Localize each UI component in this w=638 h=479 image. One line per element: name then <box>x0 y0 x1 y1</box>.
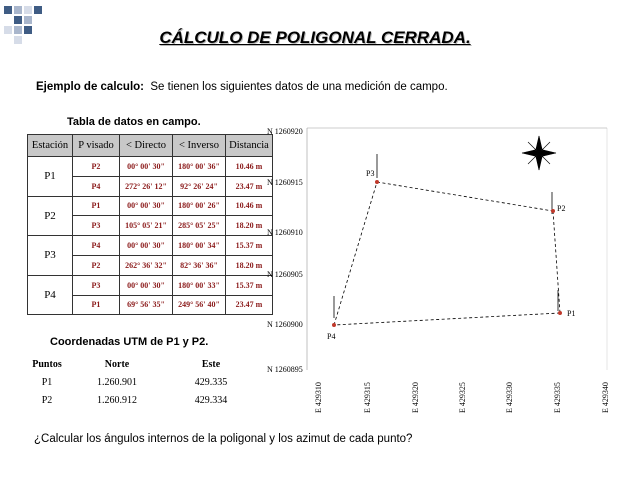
field-data-table <box>27 134 273 315</box>
data-table-caption: Tabla de datos en campo. <box>67 116 201 128</box>
table-cell: 1.260.901 <box>97 376 137 388</box>
corner-decoration <box>0 0 60 45</box>
point-label: P2 <box>557 204 566 213</box>
point-label: P1 <box>567 309 576 318</box>
table-row <box>28 236 273 256</box>
table-cell: 00° 00' 30" <box>120 275 173 295</box>
table-cell: P4 <box>73 176 120 196</box>
y-tick-label: N 1260900 <box>267 320 303 329</box>
table-cell: 69° 56' 35" <box>120 295 173 315</box>
x-tick-label: E 429340 <box>601 382 610 413</box>
table-cell: 249° 56' 40" <box>173 295 226 315</box>
polygon-sides <box>334 182 560 325</box>
side-p2-p1 <box>553 211 560 313</box>
table-cell: 272° 26' 12" <box>120 176 173 196</box>
table-cell: 1.260.912 <box>97 394 137 406</box>
table-cell: 00° 00' 30" <box>120 157 173 177</box>
utm-caption: Coordenadas UTM de P1 y P2. <box>50 336 209 348</box>
table-cell: 10.46 m <box>226 157 273 177</box>
vertex-p1 <box>558 311 562 315</box>
y-tick-label: N 1260910 <box>267 228 303 237</box>
polygon-vertices <box>332 180 562 327</box>
intro-text: Se tienen los siguientes datos de una medición de campo. <box>150 81 448 93</box>
table-cell: 10.46 m <box>226 196 273 216</box>
table-cell: 180° 00' 26" <box>173 196 226 216</box>
column-header: Estación <box>28 135 73 157</box>
table-cell: 429.334 <box>194 394 228 406</box>
x-tick-label: E 429310 <box>314 382 323 413</box>
table-cell: 15.37 m <box>226 275 273 295</box>
table-row <box>23 373 259 391</box>
table-cell: 262° 36' 32" <box>120 255 173 275</box>
table-cell: P1 <box>73 196 120 216</box>
y-tick-label: N 1260915 <box>267 178 303 187</box>
table-cell: 18.20 m <box>226 216 273 236</box>
table-cell: 180° 00' 36" <box>173 157 226 177</box>
point-label: P4 <box>327 332 336 341</box>
table-cell: P4 <box>73 236 120 256</box>
table-row <box>28 157 273 177</box>
column-header: P visado <box>73 135 120 157</box>
x-tick-label: E 429325 <box>458 382 467 413</box>
table-cell: 429.335 <box>194 376 228 388</box>
table-cell: 18.20 m <box>226 255 273 275</box>
side-p3-p2 <box>377 182 553 211</box>
column-header: < Directo <box>120 135 173 157</box>
x-tick-label: E 429330 <box>505 382 514 413</box>
utm-table <box>23 355 259 409</box>
table-cell: 92° 26' 24" <box>173 176 226 196</box>
vertex-p3 <box>375 180 379 184</box>
point-label: P3 <box>366 169 375 178</box>
table-cell: P2 <box>73 157 120 177</box>
intro-label: Ejemplo de calculo: <box>36 81 144 93</box>
polygon-plot <box>262 118 624 423</box>
vertex-p4 <box>332 323 336 327</box>
station-cell: P1 <box>28 157 73 197</box>
x-tick-label: E 429315 <box>363 382 372 413</box>
table-cell: 15.37 m <box>226 236 273 256</box>
table-cell: 105° 05' 21" <box>120 216 173 236</box>
side-p4-p3 <box>334 182 377 325</box>
table-header-row <box>28 135 273 157</box>
vertex-p2 <box>551 209 555 213</box>
table-cell: P3 <box>73 216 120 236</box>
side-p1-p4 <box>334 313 560 325</box>
question-text: ¿Calcular los ángulos internos de la poligonal y los azimut de cada punto? <box>34 433 413 445</box>
table-cell: 285° 05' 25" <box>173 216 226 236</box>
y-tick-label: N 1260895 <box>267 365 303 374</box>
table-cell: P2 <box>41 394 53 406</box>
x-tick-label: E 429335 <box>553 382 562 413</box>
table-cell: 180° 00' 33" <box>173 275 226 295</box>
station-cell: P3 <box>28 236 73 276</box>
y-tick-label: N 1260905 <box>267 270 303 279</box>
y-tick-label: N 1260920 <box>267 127 303 136</box>
column-header: Norte <box>104 358 130 370</box>
table-cell: 00° 00' 30" <box>120 196 173 216</box>
table-cell: 82° 36' 36" <box>173 255 226 275</box>
table-header-row <box>23 355 259 373</box>
column-header: Puntos <box>32 358 62 370</box>
table-row <box>28 196 273 216</box>
page-title: CÁLCULO DE POLIGONAL CERRADA. <box>159 28 471 47</box>
table-cell: P3 <box>73 275 120 295</box>
table-cell: P1 <box>41 376 53 388</box>
column-header: < Inverso <box>173 135 226 157</box>
table-cell: 180° 00' 34" <box>173 236 226 256</box>
intro-line <box>36 81 448 93</box>
table-cell: 23.47 m <box>226 295 273 315</box>
station-cell: P4 <box>28 275 73 315</box>
table-cell: 00° 00' 30" <box>120 236 173 256</box>
table-cell: 23.47 m <box>226 176 273 196</box>
table-row <box>28 275 273 295</box>
compass-rose-icon <box>522 136 556 170</box>
station-cell: P2 <box>28 196 73 236</box>
table-cell: P1 <box>73 295 120 315</box>
column-header: Distancia <box>226 135 273 157</box>
table-row <box>23 391 259 409</box>
table-cell: P2 <box>73 255 120 275</box>
x-tick-label: E 429320 <box>411 382 420 413</box>
column-header: Este <box>201 358 221 370</box>
